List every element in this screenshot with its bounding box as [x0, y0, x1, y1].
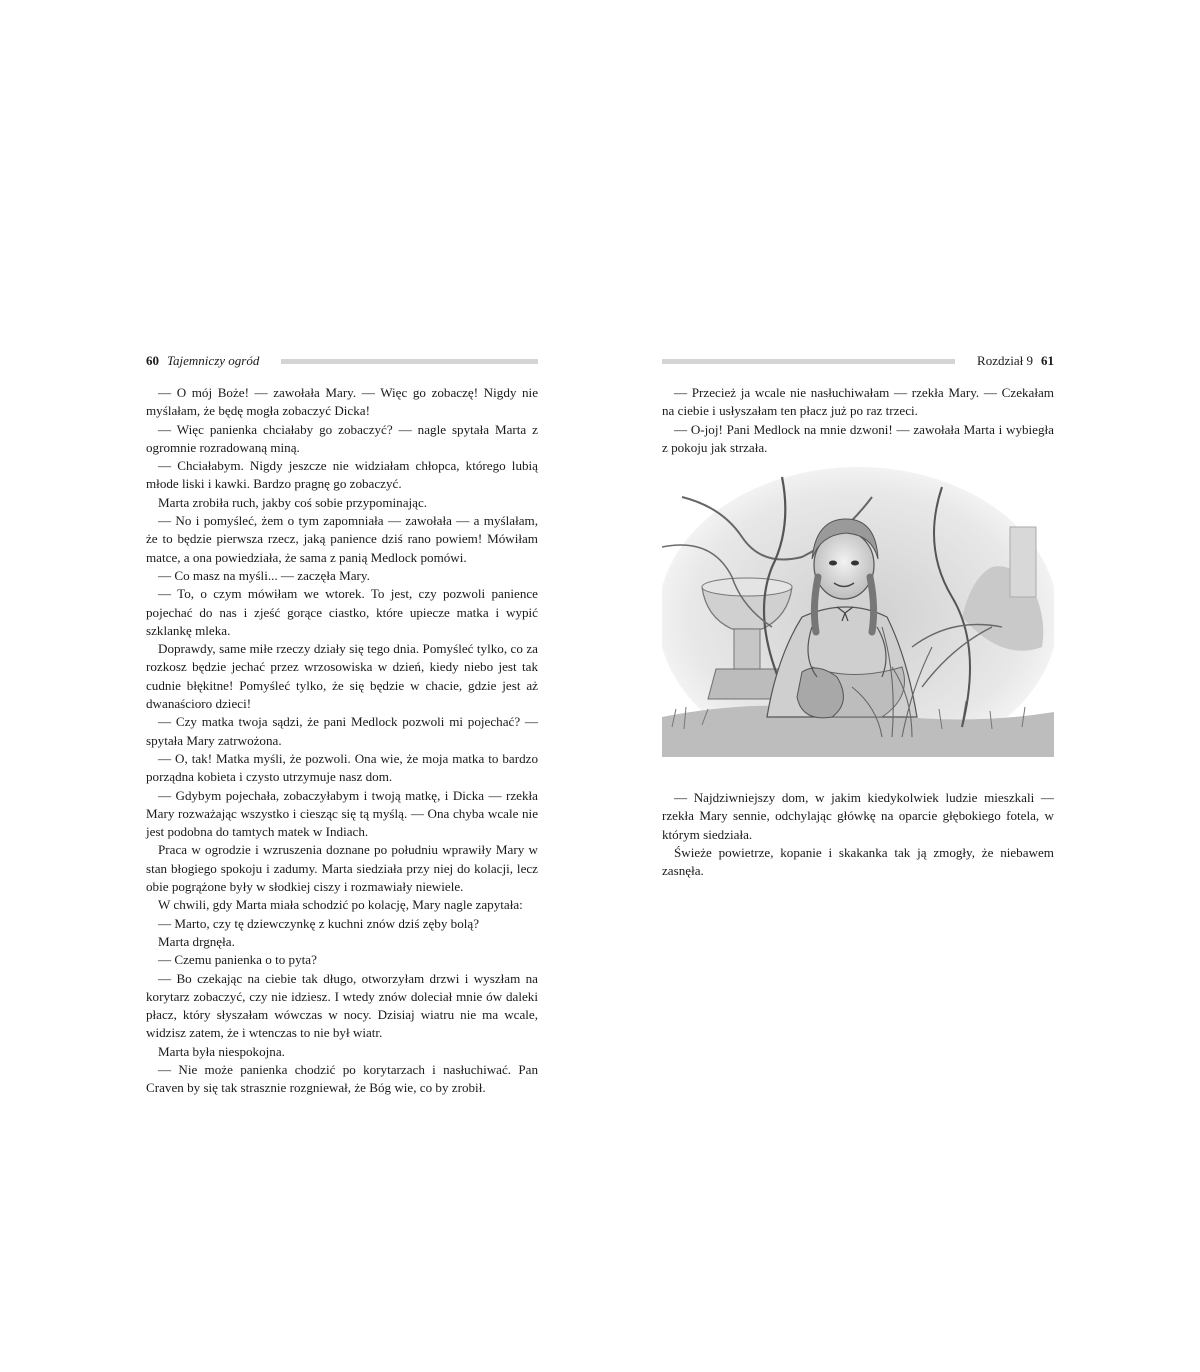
running-title: Tajemniczy ogród — [167, 353, 260, 368]
paragraph: Marta zrobiła ruch, jakby coś sobie przypominając. — [158, 494, 428, 510]
right-running-head — [662, 352, 1054, 370]
paragraph: — Co masz na myśli... — zaczęła Mary. — [158, 567, 370, 583]
paragraph: Praca w ogrodzie i wzruszenia doznane po południu wprawiły Mary w stan błogiego spokoju i zadumy. Marta siedziała przy niej do kolacji, lecz obie pogrążone były w słodkiej ciszy i rozmawiały niewiele. — [146, 842, 538, 895]
stone-urn-stem — [734, 629, 760, 669]
chapter-label: Rozdział 9 — [977, 353, 1033, 368]
paragraph: — To, o czym mówiłam we wtorek. To jest, czy pozwoli panience pojechać do nas i zjeść gorące ciastko, które upiecze matka i wypić szklankę mleka. — [146, 586, 538, 638]
paragraph: — Przecież ja wcale nie nasłuchiwałam — rzekła Mary. — Czekałam na ciebie i usłyszałam ten płacz już po raz trzeci. — [662, 385, 1054, 419]
paragraph: — Nie może panienka chodzić po korytarzach i nasłuchiwać. Pan Craven by się tak strasznie rozgniewał, że Bóg wie, co by zrobił. — [146, 1061, 538, 1096]
left-text — [146, 384, 538, 1098]
paragraph: — O, tak! Matka myśli, że pozwoli. Ona wie, że moja matka to bardzo porządna kobieta i czysto utrzymuje nasz dom. — [146, 750, 538, 785]
stone-urn-rim — [702, 578, 792, 596]
paragraph: — Czemu panienka o to pyta? — [158, 952, 317, 968]
header-rule — [281, 359, 538, 364]
paragraph: — Gdybym pojechała, zobaczyłabym i twoją matkę, i Dicka — rzekła Mary rozważając wszystko i ciesząc się tą myślą. — Ona chyba wcale nie jest podobna do tamtych matek w Indiach. — [146, 787, 538, 840]
page-number: 60 — [146, 353, 159, 368]
paragraph: — No i pomyśleć, żem o tym zapomniała — zawołała — a myślałam, że to będzie pierwsza rzecz, jaką panience dziś rano powiem! Mówiłam matce, a ona powiedziała, że sama z panią Medlock pomówi. — [146, 513, 538, 565]
paragraph: — Marto, czy tę dziewczynkę z kuchni znów dziś zęby bolą? — [158, 915, 480, 931]
left-eye — [829, 561, 837, 566]
girl-in-garden-illustration — [662, 467, 1054, 757]
paragraph: Świeże powietrze, kopanie i skakanka tak ją zmogły, że niebawem zasnęła. — [662, 845, 1054, 879]
header-rule — [662, 359, 955, 364]
left-braid — [814, 577, 818, 632]
paragraph: — Więc panienka chciałaby go zobaczyć? — nagle spytała Marta z ogromnie rozradowaną miną. — [146, 421, 538, 455]
right-text-bottom — [662, 789, 1054, 880]
left-running-head — [146, 352, 538, 370]
paragraph: Marta drgnęła. — [158, 933, 235, 949]
paragraph: — O mój Boże! — zawołała Mary. — Więc go zobaczę! Nigdy nie myślałam, że będę mogła zobaczyć Dicka! — [146, 385, 538, 419]
right-page — [662, 352, 1054, 881]
right-text-top — [662, 384, 1054, 457]
left-page — [146, 352, 538, 1098]
background-building — [1010, 527, 1036, 597]
paragraph: — O-joj! Pani Medlock na mnie dzwoni! — zawołała Marta i wybiegła z pokoju jak strzała. — [662, 421, 1054, 455]
right-braid — [870, 577, 874, 632]
right-eye — [851, 561, 859, 566]
page-number: 61 — [1041, 353, 1054, 368]
paragraph: Marta była niespokojna. — [158, 1043, 285, 1059]
paragraph: Doprawdy, same miłe rzeczy działy się tego dnia. Pomyśleć tylko, co za rozkosz będzie jechać przez wrzosowiska w dzień, kiedy niebo jest tak cudnie błękitne! Pomyśleć tylko, że się będzie w chacie, gdzie jest aż dwanaścioro dzieci! — [146, 641, 538, 712]
paragraph: — Bo czekając na ciebie tak długo, otworzyłam drzwi i wyszłam na korytarz zobaczyć, czy nie idziesz. I wtedy znów doleciał mnie ów daleki płacz, który słyszałam wówczas w nocy. Dzisiaj wiatru nie ma wcale, widzisz zatem, że i wtenczas to nie był wiatr. — [146, 970, 538, 1041]
paragraph: — Najdziwniejszy dom, w jakim kiedykolwiek ludzie mieszkali — rzekła Mary sennie, odchylając główkę na oparcie głębokiego fotela, w którym siedziała. — [662, 790, 1054, 842]
paragraph: — Chciałabym. Nigdy jeszcze nie widziałam chłopca, którego lubią młode liski i kawki. Bardzo pragnę go zobaczyć. — [146, 458, 538, 492]
illustration — [662, 467, 1054, 757]
paragraph: — Czy matka twoja sądzi, że pani Medlock pozwoli mi pojechać? — spytała Mary zatrwożona. — [146, 714, 538, 748]
paragraph: W chwili, gdy Marta miała schodzić po kolację, Mary nagle zapytała: — [158, 897, 523, 913]
